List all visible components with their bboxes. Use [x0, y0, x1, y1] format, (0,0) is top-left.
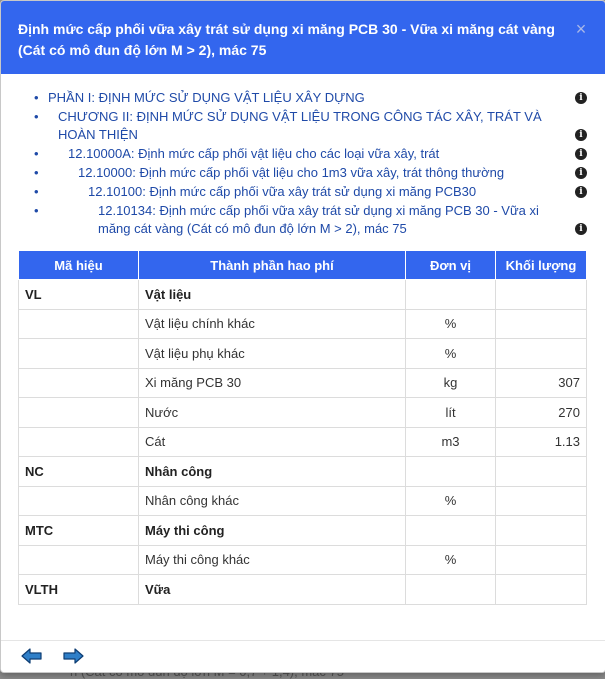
cell-code [19, 545, 139, 575]
header-code: Mã hiệu [19, 251, 139, 280]
breadcrumb-list [34, 89, 589, 239]
info-icon[interactable]: i [575, 92, 587, 104]
cell-code: VL [19, 280, 139, 310]
cell-unit [406, 516, 496, 546]
table-row [19, 398, 587, 428]
bullet-icon: • [34, 203, 39, 218]
table-row [19, 516, 587, 546]
cell-quantity [496, 280, 587, 310]
cell-quantity [496, 516, 587, 546]
dialog-footer [1, 640, 605, 673]
cell-code [19, 398, 139, 428]
header-component: Thành phần hao phí [139, 251, 406, 280]
cell-unit: % [406, 309, 496, 339]
cell-code: VLTH [19, 575, 139, 605]
cell-unit: % [406, 545, 496, 575]
breadcrumb-item [34, 164, 589, 182]
cell-unit [406, 457, 496, 487]
table-header-row [19, 251, 587, 280]
cell-component: Nhân công khác [139, 486, 406, 516]
table-body [19, 280, 587, 605]
table-row [19, 280, 587, 310]
header-quantity: Khối lượng [496, 251, 587, 280]
cell-quantity [496, 309, 587, 339]
info-icon[interactable]: i [575, 186, 587, 198]
bullet-icon: • [34, 184, 39, 199]
cell-component: Cát [139, 427, 406, 457]
cell-unit [406, 575, 496, 605]
arrow-left-icon [21, 647, 43, 665]
cell-component: Vật liệu phụ khác [139, 339, 406, 369]
cell-code: NC [19, 457, 139, 487]
bullet-icon: • [34, 90, 39, 105]
table-row [19, 457, 587, 487]
table-row [19, 339, 587, 369]
cell-component: Xi măng PCB 30 [139, 368, 406, 398]
cell-unit: m3 [406, 427, 496, 457]
info-icon[interactable]: i [575, 129, 587, 141]
breadcrumb-link[interactable]: 12.10000A: Định mức cấp phối vật liệu cho các loại vữa xây, trát [68, 146, 440, 161]
cell-quantity [496, 457, 587, 487]
breadcrumb-link[interactable]: 12.10100: Định mức cấp phối vữa xây trát sử dụng xi măng PCB30 [88, 184, 477, 199]
info-icon[interactable]: i [575, 148, 587, 160]
cell-unit [406, 280, 496, 310]
breadcrumb-item [34, 108, 589, 144]
cell-quantity: 1.13 [496, 427, 587, 457]
next-button[interactable] [62, 647, 84, 665]
cell-unit: % [406, 486, 496, 516]
breadcrumb-item [34, 145, 589, 163]
breadcrumb-link[interactable]: PHẦN I: ĐỊNH MỨC SỬ DỤNG VẬT LIỆU XÂY DỰNG [48, 90, 365, 105]
cell-quantity [496, 545, 587, 575]
table-row [19, 575, 587, 605]
arrow-right-icon [62, 647, 84, 665]
bullet-icon: • [34, 146, 39, 161]
cell-unit: kg [406, 368, 496, 398]
cell-code [19, 368, 139, 398]
cell-unit: % [406, 339, 496, 369]
cell-quantity [496, 486, 587, 516]
cell-quantity: 270 [496, 398, 587, 428]
cell-component: Máy thi công khác [139, 545, 406, 575]
breadcrumb-link[interactable]: CHƯƠNG II: ĐỊNH MỨC SỬ DỤNG VẬT LIỆU TRONG CÔNG TÁC XÂY, TRÁT VÀ HOÀN THIỆN [58, 109, 542, 142]
cell-code [19, 309, 139, 339]
table-row [19, 545, 587, 575]
breadcrumb-item [34, 89, 589, 107]
table-row [19, 427, 587, 457]
dialog-title: Định mức cấp phối vữa xây trát sử dụng xi măng PCB 30 - Vữa xi măng cát vàng (Cát có mô đun độ lớn M > 2), mác 75 [18, 21, 555, 58]
cell-component: Vật liệu [139, 280, 406, 310]
header-unit: Đơn vị [406, 251, 496, 280]
dialog-header [1, 1, 605, 74]
cell-code [19, 486, 139, 516]
cell-component: Nước [139, 398, 406, 428]
cell-code [19, 427, 139, 457]
cell-component: Máy thi công [139, 516, 406, 546]
table-row [19, 309, 587, 339]
cell-component: Nhân công [139, 457, 406, 487]
info-icon[interactable]: i [575, 223, 587, 235]
cell-component: Vữa [139, 575, 406, 605]
table-row [19, 486, 587, 516]
cell-code [19, 339, 139, 369]
breadcrumb-link[interactable]: 12.10000: Định mức cấp phối vật liệu cho 1m3 vữa xây, trát thông thường [78, 165, 505, 180]
cost-table [18, 250, 587, 605]
cell-quantity [496, 339, 587, 369]
cell-quantity: 307 [496, 368, 587, 398]
cell-component: Vật liệu chính khác [139, 309, 406, 339]
cell-code: MTC [19, 516, 139, 546]
table-row [19, 368, 587, 398]
breadcrumb-item [34, 183, 589, 201]
info-icon[interactable]: i [575, 167, 587, 179]
bullet-icon: • [34, 165, 39, 180]
breadcrumb-item [34, 202, 589, 238]
breadcrumb-link[interactable]: 12.10134: Định mức cấp phối vữa xây trát sử dụng xi măng PCB 30 - Vữa xi măng cát vàng (Cát có mô đun độ lớn M > 2), mác 75 [98, 203, 539, 236]
previous-button[interactable] [21, 647, 43, 665]
cell-unit: lít [406, 398, 496, 428]
bullet-icon: • [34, 109, 39, 124]
close-button[interactable]: × [575, 19, 587, 39]
cell-quantity [496, 575, 587, 605]
